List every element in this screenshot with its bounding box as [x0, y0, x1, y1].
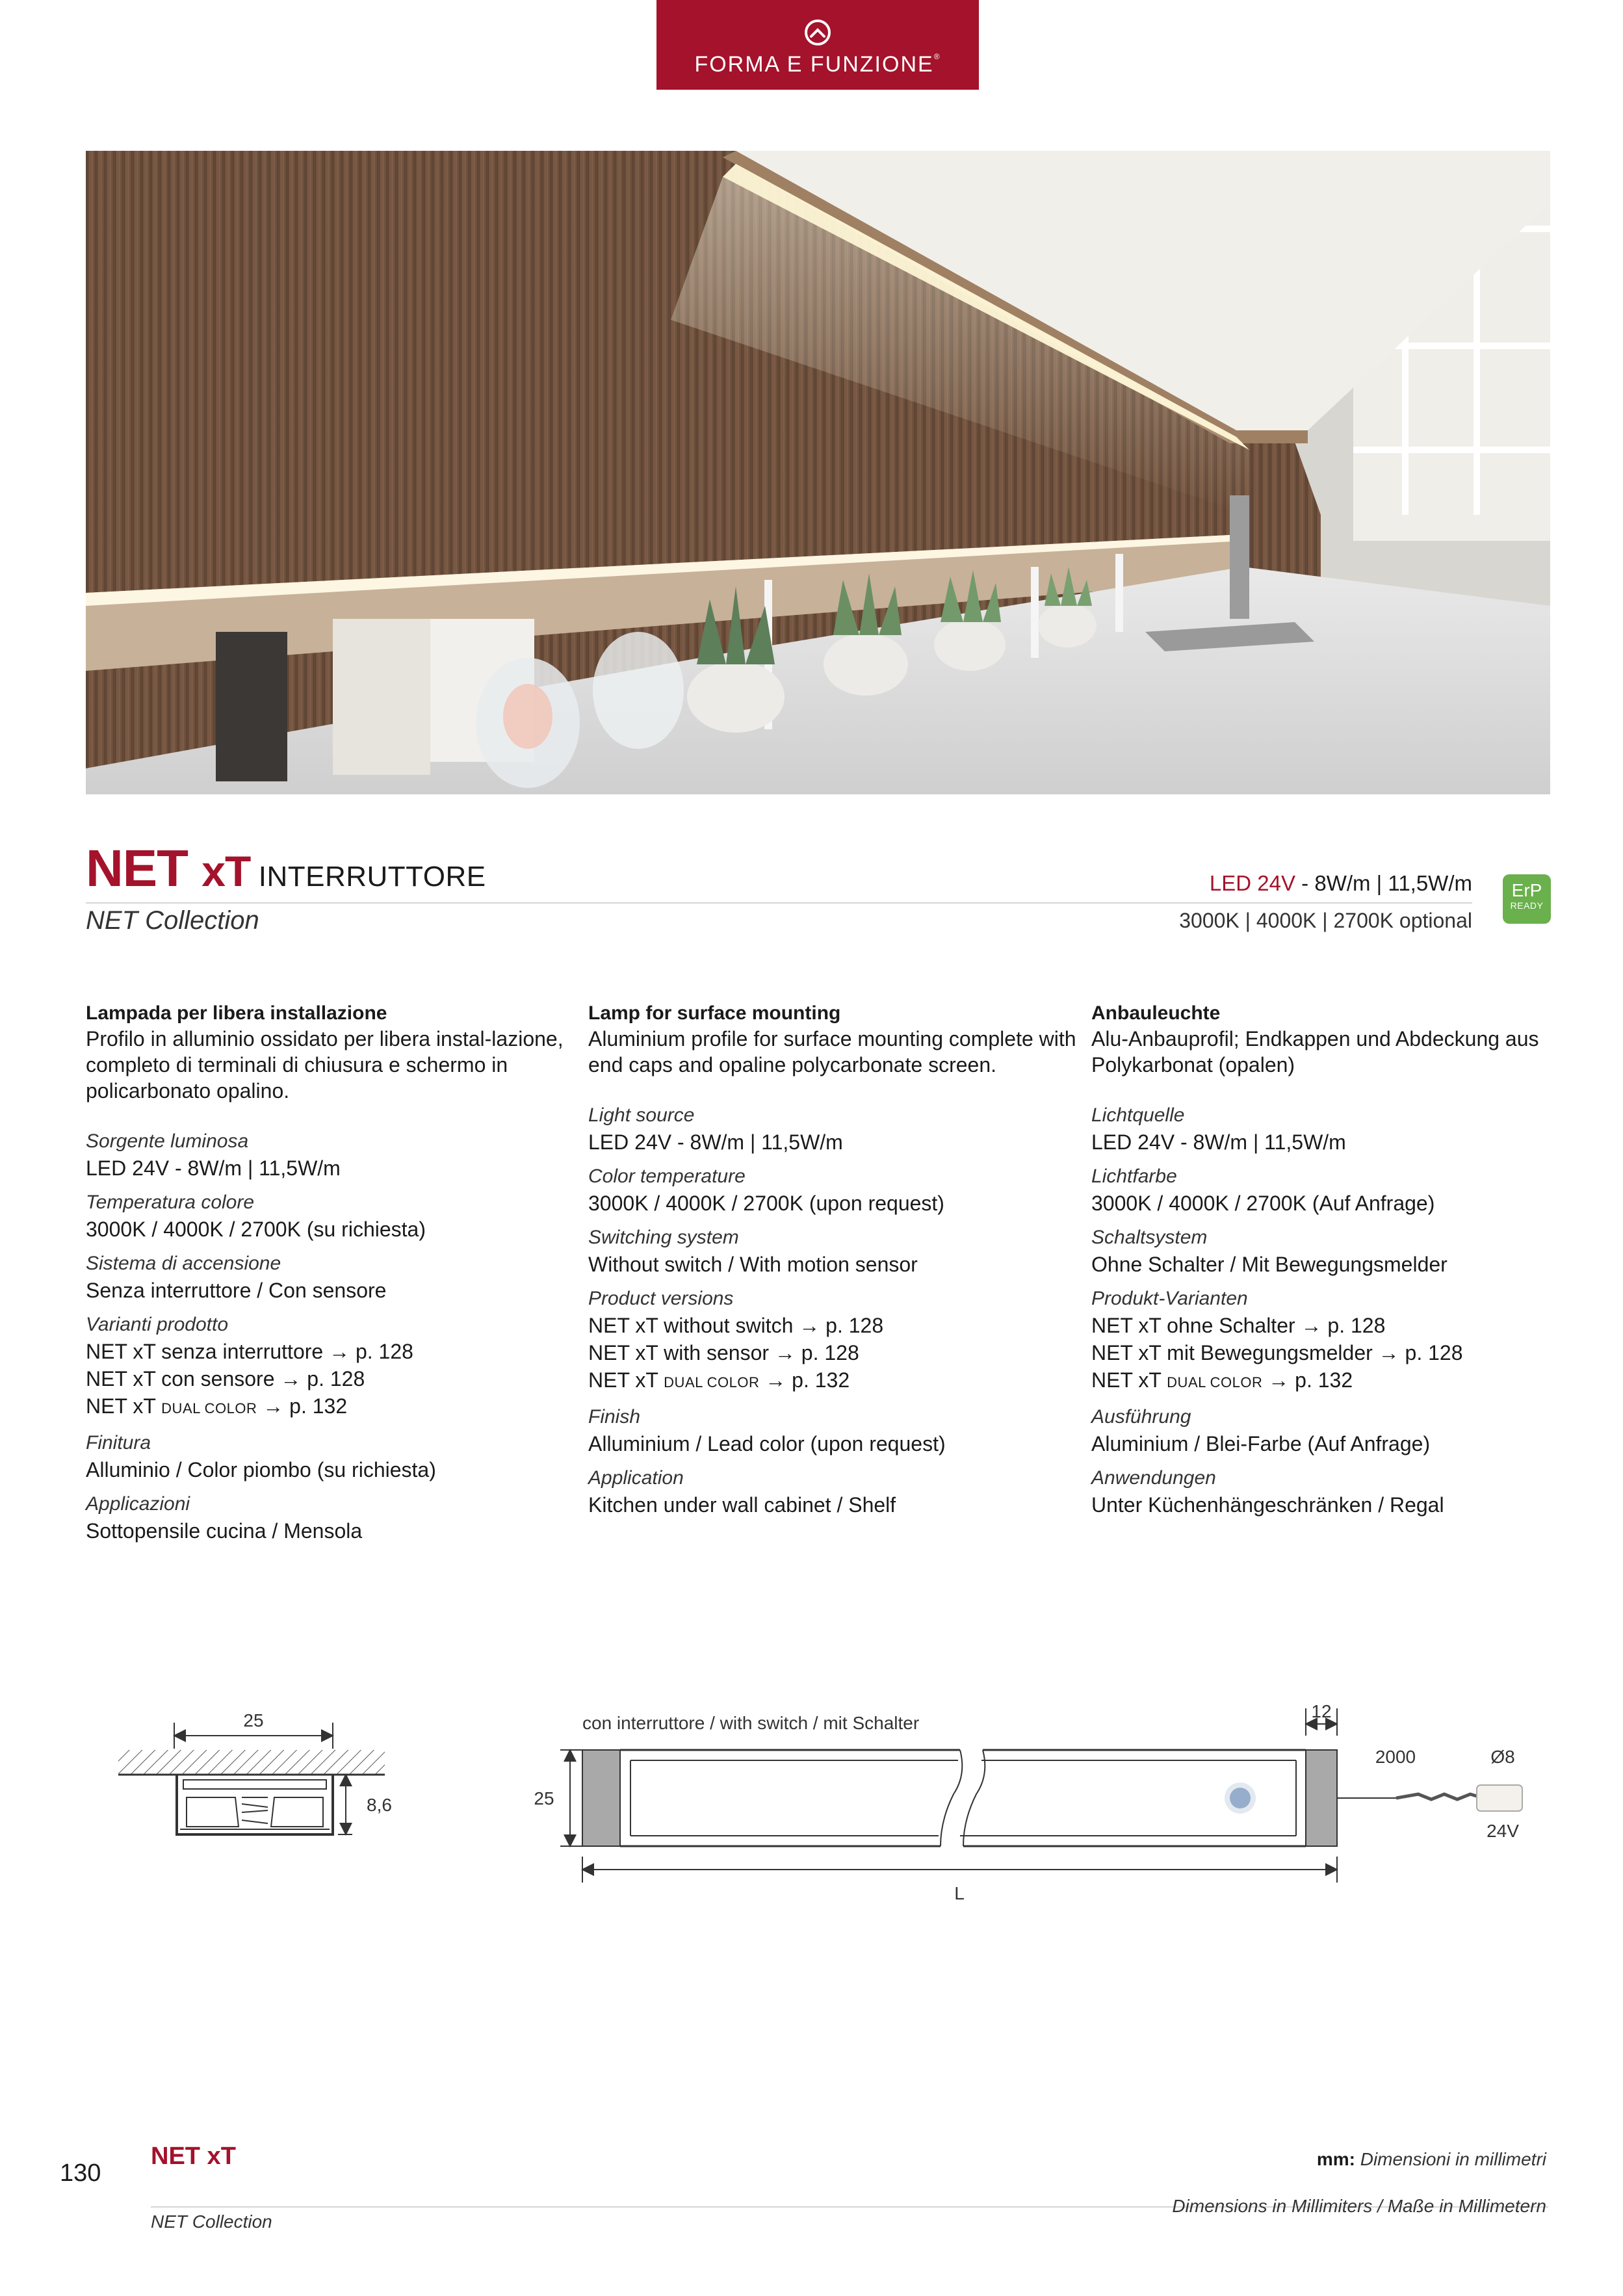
endcap-label: 12 — [1311, 1701, 1332, 1721]
spec-label: Ausführung — [1091, 1406, 1191, 1428]
column-italian — [86, 1001, 580, 1552]
variants-list — [1091, 1312, 1585, 1396]
variants-label: Produkt-Varianten — [1091, 1288, 1248, 1309]
variant-page-ref: → p. 128 — [1378, 1341, 1463, 1364]
variant-tag: DUAL COLOR — [664, 1374, 760, 1390]
cable-length-label: 2000 — [1375, 1747, 1416, 1767]
spec-label: Sistema di accensione — [86, 1253, 281, 1274]
variant-page-ref: → p. 132 — [1268, 1368, 1353, 1392]
variant-text: NET xT ohne Schalter — [1091, 1314, 1295, 1337]
diameter-label: Ø8 — [1490, 1747, 1515, 1767]
variants-list — [86, 1338, 580, 1422]
spec-value: LED 24V - 8W/m | 11,5W/m — [1091, 1130, 1346, 1154]
variant-page-ref: → p. 132 — [765, 1368, 850, 1392]
column-description: Alu-Anbauprofil; Endkappen und Abdeckung aus Polykarbonat (opalen) — [1091, 1027, 1539, 1076]
variant-tag: DUAL COLOR — [161, 1400, 257, 1416]
spec-label: Light source — [588, 1104, 695, 1126]
spec-value: Alluminio / Color piombo (su richiesta) — [86, 1458, 436, 1481]
section-view — [118, 1710, 392, 1834]
product-subtitle: INTERRUTTORE — [258, 861, 486, 893]
erp-ready-badge: ErP READY — [1503, 874, 1551, 924]
spec-label: Applicazioni — [86, 1493, 190, 1515]
spec-label: Application — [588, 1467, 684, 1489]
variant-page-ref: → p. 128 — [280, 1367, 365, 1390]
spec-value: Alluminium / Lead color (upon request) — [588, 1432, 946, 1455]
spec-value: Ohne Schalter / Mit Bewegungsmelder — [1091, 1253, 1448, 1276]
spec-value: 3000K / 4000K / 2700K (upon request) — [588, 1192, 944, 1215]
brand-name: FORMA E FUNZIONE® — [694, 52, 941, 77]
variant-text: NET xT — [1091, 1368, 1162, 1392]
height-label: 25 — [534, 1788, 554, 1808]
spec-value: 3000K / 4000K / 2700K (Auf Anfrage) — [1091, 1192, 1435, 1215]
spec-value: LED 24V - 8W/m | 11,5W/m — [588, 1130, 843, 1154]
spec-summary-power: LED 24V - 8W/m | 11,5W/m — [1209, 871, 1472, 895]
spec-label: Color temperature — [588, 1166, 746, 1187]
spec-value: Sottopensile cucina / Mensola — [86, 1519, 363, 1543]
spec-label: Lichtquelle — [1091, 1104, 1185, 1126]
variant-item — [588, 1312, 1082, 1339]
product-title — [86, 839, 486, 898]
variant-page-ref: → p. 128 — [1301, 1314, 1386, 1337]
product-collection: NET Collection — [86, 906, 259, 935]
spec-label: Temperatura colore — [86, 1192, 255, 1213]
column-german — [1091, 1001, 1585, 1526]
variant-page-ref: → p. 128 — [329, 1340, 413, 1363]
spec-label: Finish — [588, 1406, 641, 1428]
spec-label: Anwendungen — [1091, 1467, 1216, 1489]
variant-page-ref: → p. 128 — [774, 1341, 859, 1364]
variant-item — [588, 1339, 1082, 1366]
section-height-label: 8,6 — [367, 1795, 392, 1815]
variant-page-ref: → p. 128 — [799, 1314, 884, 1337]
variant-page-ref: → p. 132 — [263, 1394, 348, 1418]
footer-collection: NET Collection — [151, 2211, 272, 2232]
length-label: L — [954, 1883, 965, 1903]
spec-label: Switching system — [588, 1227, 739, 1248]
column-heading: Anbauleuchte — [1091, 1002, 1221, 1024]
spec-value: Aluminium / Blei-Farbe (Auf Anfrage) — [1091, 1432, 1431, 1455]
brand-logo-icon — [802, 17, 833, 48]
variant-item — [1091, 1312, 1585, 1339]
column-heading: Lampada per libera installazione — [86, 1002, 387, 1024]
spec-label: Finitura — [86, 1432, 151, 1454]
variant-item — [86, 1365, 580, 1392]
spec-label: Schaltsystem — [1091, 1227, 1208, 1248]
column-description: Profilo in alluminio ossidato per libera instal-lazione, completo di terminali di chiusura e schermo in policarbonato opalino. — [86, 1027, 564, 1102]
product-name: NET xT — [86, 839, 251, 897]
variant-item — [1091, 1366, 1585, 1396]
spec-value: Without switch / With motion sensor — [588, 1253, 918, 1276]
variant-text: NET xT — [588, 1368, 658, 1392]
variant-item — [588, 1366, 1082, 1396]
variant-item — [86, 1338, 580, 1365]
variant-text: NET xT con sensore — [86, 1367, 275, 1390]
spec-value: Senza interruttore / Con sensore — [86, 1279, 387, 1302]
variant-text: NET xT with sensor — [588, 1341, 770, 1364]
column-description: Aluminium profile for surface mounting complete with end caps and opaline polycarbonate screen. — [588, 1027, 1076, 1076]
page-number: 130 — [60, 2159, 101, 2187]
spec-label: Sorgente luminosa — [86, 1130, 249, 1152]
spec-value: LED 24V - 8W/m | 11,5W/m — [86, 1156, 341, 1180]
variant-item — [1091, 1339, 1585, 1366]
variant-tag: DUAL COLOR — [1167, 1374, 1263, 1390]
drawing-caption: con interruttore / with switch / mit Schalter — [582, 1713, 920, 1733]
brand-badge — [656, 0, 979, 90]
variant-text: NET xT without switch — [588, 1314, 794, 1337]
technical-drawing — [86, 1690, 1550, 1924]
variants-list — [588, 1312, 1082, 1396]
variant-text: NET xT senza interruttore — [86, 1340, 324, 1363]
voltage-label: 24V — [1487, 1821, 1519, 1841]
variants-label: Product versions — [588, 1288, 734, 1309]
variant-text: NET xT mit Bewegungsmelder — [1091, 1341, 1373, 1364]
footer-title: NET xT — [151, 2143, 236, 2170]
section-width-label: 25 — [243, 1710, 264, 1730]
spec-label: Lichtfarbe — [1091, 1166, 1177, 1187]
footer-units: mm: Dimensioni in millimetri Dimensions in Millimiters / Maße in Millimetern — [1172, 2149, 1546, 2216]
spec-value: 3000K / 4000K / 2700K (su richiesta) — [86, 1218, 426, 1241]
spec-summary — [1179, 871, 1472, 933]
hero-photo — [86, 151, 1550, 794]
variants-label: Varianti prodotto — [86, 1314, 229, 1335]
variant-text: NET xT — [86, 1394, 156, 1418]
column-heading: Lamp for surface mounting — [588, 1002, 841, 1024]
spec-value: Kitchen under wall cabinet / Shelf — [588, 1493, 896, 1517]
side-view — [534, 1701, 1522, 1903]
column-english — [588, 1001, 1082, 1526]
spec-value: Unter Küchenhängeschränken / Regal — [1091, 1493, 1444, 1517]
variant-item — [86, 1392, 580, 1422]
spec-summary-temps: 3000K | 4000K | 2700K optional — [1179, 909, 1472, 932]
